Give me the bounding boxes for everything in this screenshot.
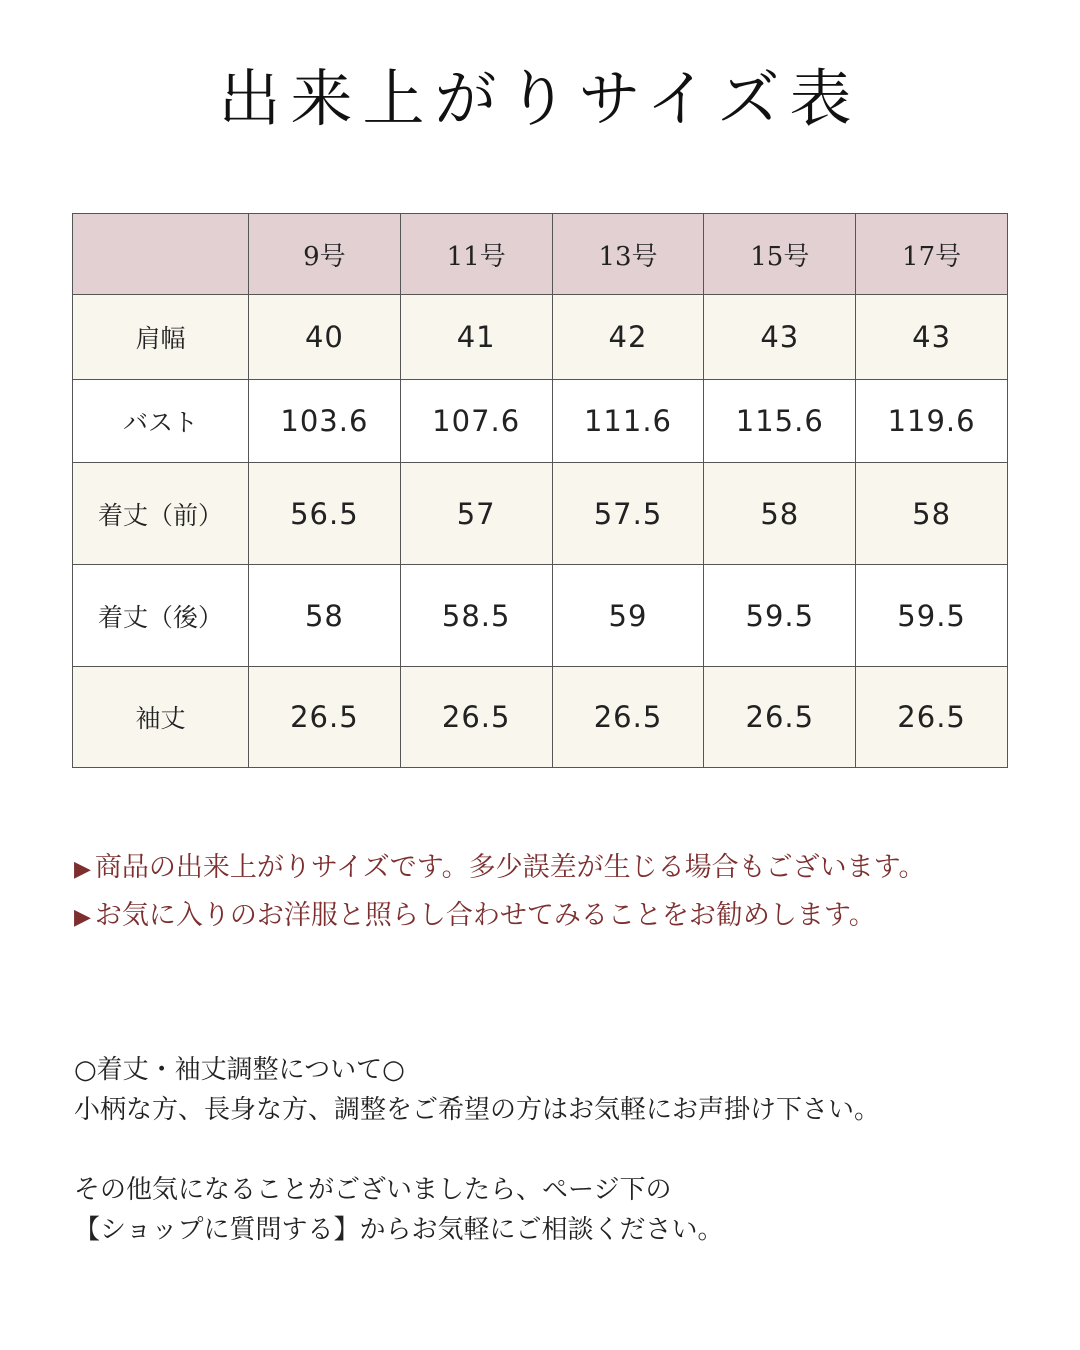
table-cell: 41 — [400, 295, 552, 380]
table-cell: 43 — [856, 295, 1008, 380]
table-cell: 103.6 — [249, 380, 401, 463]
row-label: 肩幅 — [73, 295, 249, 380]
table-cell: 57 — [400, 463, 552, 565]
row-label: 着丈（前） — [73, 463, 249, 565]
size-header-17: 17号 — [856, 214, 1008, 295]
table-cell: 26.5 — [704, 667, 856, 768]
triangle-arrow-icon: ▶ — [74, 905, 91, 931]
table-cell: 26.5 — [400, 667, 552, 768]
note-text: お気に入りのお洋服と照らし合わせてみることをお勧めします。 — [94, 900, 876, 932]
table-row-length-front — [73, 463, 1008, 565]
size-table — [72, 213, 1008, 768]
table-cell: 43 — [704, 295, 856, 380]
info-text: その他気になることがございましたら、ページ下の — [74, 1175, 672, 1205]
table-cell: 42 — [552, 295, 704, 380]
row-label: 着丈（後） — [73, 565, 249, 667]
table-cell: 26.5 — [856, 667, 1008, 768]
table-row-shoulder-width — [73, 295, 1008, 380]
size-header-15: 15号 — [704, 214, 856, 295]
info-spacer — [74, 1130, 1034, 1170]
table-cell: 115.6 — [704, 380, 856, 463]
row-label: 袖丈 — [73, 667, 249, 768]
note-line — [74, 900, 1034, 932]
table-row-sleeve-length — [73, 667, 1008, 768]
table-cell: 58 — [249, 565, 401, 667]
row-label: バスト — [73, 380, 249, 463]
table-cell: 107.6 — [400, 380, 552, 463]
table-cell: 58.5 — [400, 565, 552, 667]
table-cell: 58 — [704, 463, 856, 565]
size-header-9: 9号 — [249, 214, 401, 295]
table-cell: 26.5 — [249, 667, 401, 768]
info-text: 【ショップに質問する】からお気軽にご相談ください。 — [74, 1215, 724, 1245]
header-corner-cell — [73, 214, 249, 295]
table-row-length-back — [73, 565, 1008, 667]
table-cell: 59.5 — [704, 565, 856, 667]
table-cell: 59.5 — [856, 565, 1008, 667]
table-header-row — [73, 214, 1008, 295]
triangle-arrow-icon: ▶ — [74, 857, 91, 882]
table-cell: 26.5 — [552, 667, 704, 768]
size-header-11: 11号 — [400, 214, 552, 295]
info-heading: ○着丈・袖丈調整について○ — [74, 1055, 405, 1085]
size-header-13: 13号 — [552, 214, 704, 295]
size-notes — [74, 852, 1034, 949]
note-text: 商品の出来上がりサイズです。多少誤差が生じる場合もございます。 — [94, 852, 926, 883]
table-cell: 56.5 — [249, 463, 401, 565]
table-cell: 40 — [249, 295, 401, 380]
table-cell: 119.6 — [856, 380, 1008, 463]
table-cell: 59 — [552, 565, 704, 667]
table-cell: 111.6 — [552, 380, 704, 463]
note-line — [74, 852, 1034, 884]
table-cell: 57.5 — [552, 463, 704, 565]
page-title: 出来上がりサイズ表 — [218, 62, 862, 135]
adjustment-info — [74, 1050, 1034, 1250]
table-cell: 58 — [856, 463, 1008, 565]
table-row-bust — [73, 380, 1008, 463]
info-text: 小柄な方、長身な方、調整をご希望の方はお気軽にお声掛け下さい。 — [74, 1095, 881, 1125]
